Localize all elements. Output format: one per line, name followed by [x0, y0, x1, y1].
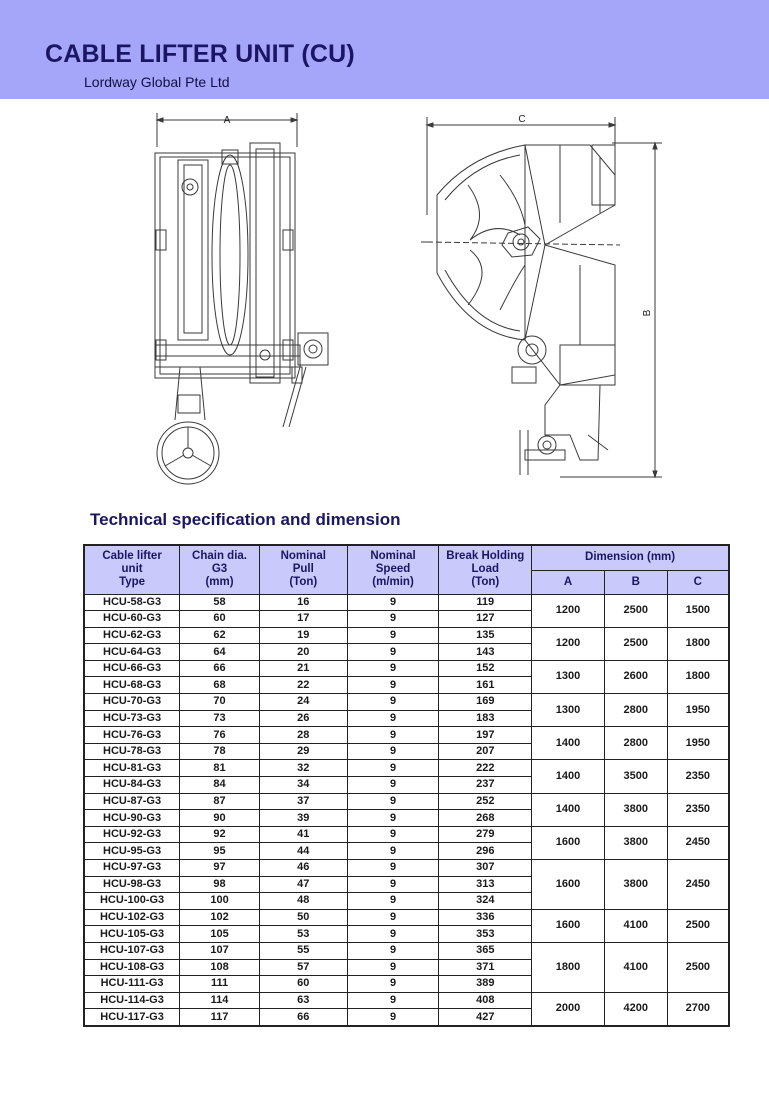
cell-chain-dia: 64 [180, 644, 260, 661]
cell-type: HCU-64-G3 [84, 644, 180, 661]
cell-speed: 9 [347, 942, 439, 959]
cell-pull: 41 [259, 826, 347, 843]
table-row [84, 660, 729, 677]
cell-speed: 9 [347, 876, 439, 893]
cell-load: 135 [439, 627, 532, 644]
cell-dim-a: 1800 [532, 942, 605, 992]
cell-load: 336 [439, 909, 532, 926]
cell-speed: 9 [347, 727, 439, 744]
cell-dim-c: 2500 [667, 942, 729, 992]
cell-pull: 60 [259, 976, 347, 993]
table-row [84, 942, 729, 959]
header-dimension: Dimension (mm) [532, 545, 729, 570]
cell-load: 353 [439, 926, 532, 943]
cell-speed: 9 [347, 1009, 439, 1026]
cell-pull: 21 [259, 660, 347, 677]
cell-dim-b: 4100 [604, 942, 667, 992]
header-dim-a: A [532, 570, 605, 594]
cell-dim-c: 1950 [667, 694, 729, 727]
cell-pull: 16 [259, 594, 347, 611]
cell-speed: 9 [347, 843, 439, 860]
cell-speed: 9 [347, 611, 439, 628]
cell-speed: 9 [347, 826, 439, 843]
cell-type: HCU-108-G3 [84, 959, 180, 976]
cell-chain-dia: 87 [180, 793, 260, 810]
cell-dim-b: 3800 [604, 826, 667, 859]
cell-dim-a: 1600 [532, 826, 605, 859]
cell-chain-dia: 105 [180, 926, 260, 943]
cell-pull: 37 [259, 793, 347, 810]
header-break-holding-load: Break Holding Load (Ton) [439, 545, 532, 594]
cell-pull: 17 [259, 611, 347, 628]
cell-load: 389 [439, 976, 532, 993]
cell-speed: 9 [347, 743, 439, 760]
cell-type: HCU-70-G3 [84, 694, 180, 711]
cell-dim-c: 2500 [667, 909, 729, 942]
cell-speed: 9 [347, 793, 439, 810]
header-nominal-speed: Nominal Speed (m/min) [347, 545, 439, 594]
cell-load: 427 [439, 1009, 532, 1026]
cell-chain-dia: 66 [180, 660, 260, 677]
header-type: Cable lifter unit Type [84, 545, 180, 594]
cell-type: HCU-98-G3 [84, 876, 180, 893]
cell-load: 169 [439, 694, 532, 711]
cell-load: 197 [439, 727, 532, 744]
cell-chain-dia: 107 [180, 942, 260, 959]
cell-load: 161 [439, 677, 532, 694]
cell-load: 296 [439, 843, 532, 860]
cell-dim-c: 2700 [667, 992, 729, 1026]
cell-type: HCU-76-G3 [84, 727, 180, 744]
cell-type: HCU-117-G3 [84, 1009, 180, 1026]
cell-load: 313 [439, 876, 532, 893]
cell-chain-dia: 108 [180, 959, 260, 976]
cell-chain-dia: 73 [180, 710, 260, 727]
cell-chain-dia: 100 [180, 893, 260, 910]
cell-speed: 9 [347, 810, 439, 827]
cell-dim-a: 1600 [532, 860, 605, 910]
cell-speed: 9 [347, 660, 439, 677]
cell-dim-a: 1200 [532, 594, 605, 627]
cell-pull: 47 [259, 876, 347, 893]
dimension-c-label: C [518, 114, 526, 125]
cell-dim-a: 2000 [532, 992, 605, 1026]
cell-type: HCU-95-G3 [84, 843, 180, 860]
cell-type: HCU-111-G3 [84, 976, 180, 993]
cell-chain-dia: 90 [180, 810, 260, 827]
cell-chain-dia: 81 [180, 760, 260, 777]
cell-chain-dia: 58 [180, 594, 260, 611]
cell-pull: 20 [259, 644, 347, 661]
cell-load: 279 [439, 826, 532, 843]
cell-type: HCU-81-G3 [84, 760, 180, 777]
cell-load: 307 [439, 860, 532, 877]
cell-type: HCU-105-G3 [84, 926, 180, 943]
cell-pull: 29 [259, 743, 347, 760]
header-chain-dia: Chain dia. G3 (mm) [180, 545, 260, 594]
cell-pull: 55 [259, 942, 347, 959]
cell-chain-dia: 114 [180, 992, 260, 1009]
table-row [84, 760, 729, 777]
cell-dim-c: 2450 [667, 860, 729, 910]
cell-type: HCU-62-G3 [84, 627, 180, 644]
cell-speed: 9 [347, 909, 439, 926]
cell-chain-dia: 60 [180, 611, 260, 628]
cell-speed: 9 [347, 694, 439, 711]
cell-pull: 44 [259, 843, 347, 860]
header-nominal-pull: Nominal Pull (Ton) [259, 545, 347, 594]
cell-dim-a: 1300 [532, 694, 605, 727]
cell-type: HCU-107-G3 [84, 942, 180, 959]
cell-speed: 9 [347, 644, 439, 661]
cell-chain-dia: 68 [180, 677, 260, 694]
dimension-b-label: B [642, 309, 653, 317]
cell-type: HCU-87-G3 [84, 793, 180, 810]
cell-type: HCU-92-G3 [84, 826, 180, 843]
cell-pull: 26 [259, 710, 347, 727]
cell-speed: 9 [347, 627, 439, 644]
section-title: Technical specification and dimension [90, 510, 401, 529]
cell-speed: 9 [347, 594, 439, 611]
cell-load: 207 [439, 743, 532, 760]
cell-dim-b: 4200 [604, 992, 667, 1026]
cell-type: HCU-90-G3 [84, 810, 180, 827]
cell-type: HCU-68-G3 [84, 677, 180, 694]
cell-dim-c: 2350 [667, 760, 729, 793]
cell-speed: 9 [347, 760, 439, 777]
cell-load: 183 [439, 710, 532, 727]
cell-type: HCU-114-G3 [84, 992, 180, 1009]
cell-dim-a: 1300 [532, 660, 605, 693]
cell-pull: 53 [259, 926, 347, 943]
cell-type: HCU-66-G3 [84, 660, 180, 677]
cell-dim-c: 2450 [667, 826, 729, 859]
cell-load: 252 [439, 793, 532, 810]
cell-load: 119 [439, 594, 532, 611]
cell-type: HCU-58-G3 [84, 594, 180, 611]
cell-dim-c: 1950 [667, 727, 729, 760]
cell-chain-dia: 92 [180, 826, 260, 843]
cell-pull: 22 [259, 677, 347, 694]
table-row [84, 727, 729, 744]
table-row [84, 793, 729, 810]
cell-load: 152 [439, 660, 532, 677]
cell-dim-b: 2800 [604, 727, 667, 760]
cell-dim-c: 1800 [667, 660, 729, 693]
cell-pull: 34 [259, 777, 347, 794]
cell-pull: 46 [259, 860, 347, 877]
cell-dim-c: 1800 [667, 627, 729, 660]
cell-load: 365 [439, 942, 532, 959]
cell-speed: 9 [347, 860, 439, 877]
cell-chain-dia: 111 [180, 976, 260, 993]
cell-speed: 9 [347, 926, 439, 943]
cell-chain-dia: 97 [180, 860, 260, 877]
cell-dim-b: 2800 [604, 694, 667, 727]
cell-speed: 9 [347, 893, 439, 910]
cell-pull: 63 [259, 992, 347, 1009]
technical-drawings [0, 105, 769, 495]
company-name: Lordway Global Pte Ltd [84, 74, 230, 90]
cell-dim-a: 1400 [532, 793, 605, 826]
cell-dim-b: 4100 [604, 909, 667, 942]
cell-load: 127 [439, 611, 532, 628]
table-row [84, 694, 729, 711]
cell-type: HCU-97-G3 [84, 860, 180, 877]
cell-load: 408 [439, 992, 532, 1009]
cell-type: HCU-102-G3 [84, 909, 180, 926]
specification-table [83, 544, 730, 1027]
cell-pull: 32 [259, 760, 347, 777]
table-row [84, 594, 729, 611]
table-row [84, 860, 729, 877]
cell-type: HCU-73-G3 [84, 710, 180, 727]
cell-dim-b: 2500 [604, 627, 667, 660]
header-dim-b: B [604, 570, 667, 594]
cell-load: 324 [439, 893, 532, 910]
cell-dim-a: 1200 [532, 627, 605, 660]
cell-dim-b: 3500 [604, 760, 667, 793]
cell-chain-dia: 84 [180, 777, 260, 794]
cell-chain-dia: 95 [180, 843, 260, 860]
cell-speed: 9 [347, 677, 439, 694]
cell-load: 222 [439, 760, 532, 777]
dimension-a-label: A [223, 115, 231, 126]
cell-speed: 9 [347, 992, 439, 1009]
cell-pull: 57 [259, 959, 347, 976]
cell-type: HCU-78-G3 [84, 743, 180, 760]
cell-speed: 9 [347, 710, 439, 727]
cell-chain-dia: 70 [180, 694, 260, 711]
cell-chain-dia: 102 [180, 909, 260, 926]
cell-pull: 50 [259, 909, 347, 926]
side-view-drawing [421, 117, 662, 477]
table-row [84, 627, 729, 644]
cell-chain-dia: 78 [180, 743, 260, 760]
cell-type: HCU-84-G3 [84, 777, 180, 794]
page-title: CABLE LIFTER UNIT (CU) [45, 40, 355, 68]
cell-chain-dia: 98 [180, 876, 260, 893]
cell-pull: 28 [259, 727, 347, 744]
cell-dim-b: 2600 [604, 660, 667, 693]
table-row [84, 826, 729, 843]
table-row [84, 992, 729, 1009]
header-dim-c: C [667, 570, 729, 594]
specification-table-body [84, 594, 729, 1026]
cell-pull: 66 [259, 1009, 347, 1026]
cell-speed: 9 [347, 777, 439, 794]
cell-chain-dia: 117 [180, 1009, 260, 1026]
header-banner [0, 0, 769, 99]
cell-type: HCU-60-G3 [84, 611, 180, 628]
cell-dim-b: 2500 [604, 594, 667, 627]
cell-speed: 9 [347, 976, 439, 993]
cell-load: 143 [439, 644, 532, 661]
front-view-drawing [155, 113, 328, 484]
cell-dim-b: 3800 [604, 793, 667, 826]
cell-dim-a: 1400 [532, 760, 605, 793]
cell-load: 371 [439, 959, 532, 976]
cell-dim-a: 1400 [532, 727, 605, 760]
cell-dim-c: 2350 [667, 793, 729, 826]
cell-dim-b: 3800 [604, 860, 667, 910]
cell-chain-dia: 76 [180, 727, 260, 744]
cell-pull: 39 [259, 810, 347, 827]
cell-dim-c: 1500 [667, 594, 729, 627]
cell-speed: 9 [347, 959, 439, 976]
cell-type: HCU-100-G3 [84, 893, 180, 910]
cell-pull: 48 [259, 893, 347, 910]
cell-dim-a: 1600 [532, 909, 605, 942]
table-row [84, 909, 729, 926]
cell-pull: 24 [259, 694, 347, 711]
cell-load: 268 [439, 810, 532, 827]
cell-pull: 19 [259, 627, 347, 644]
cell-chain-dia: 62 [180, 627, 260, 644]
cell-load: 237 [439, 777, 532, 794]
